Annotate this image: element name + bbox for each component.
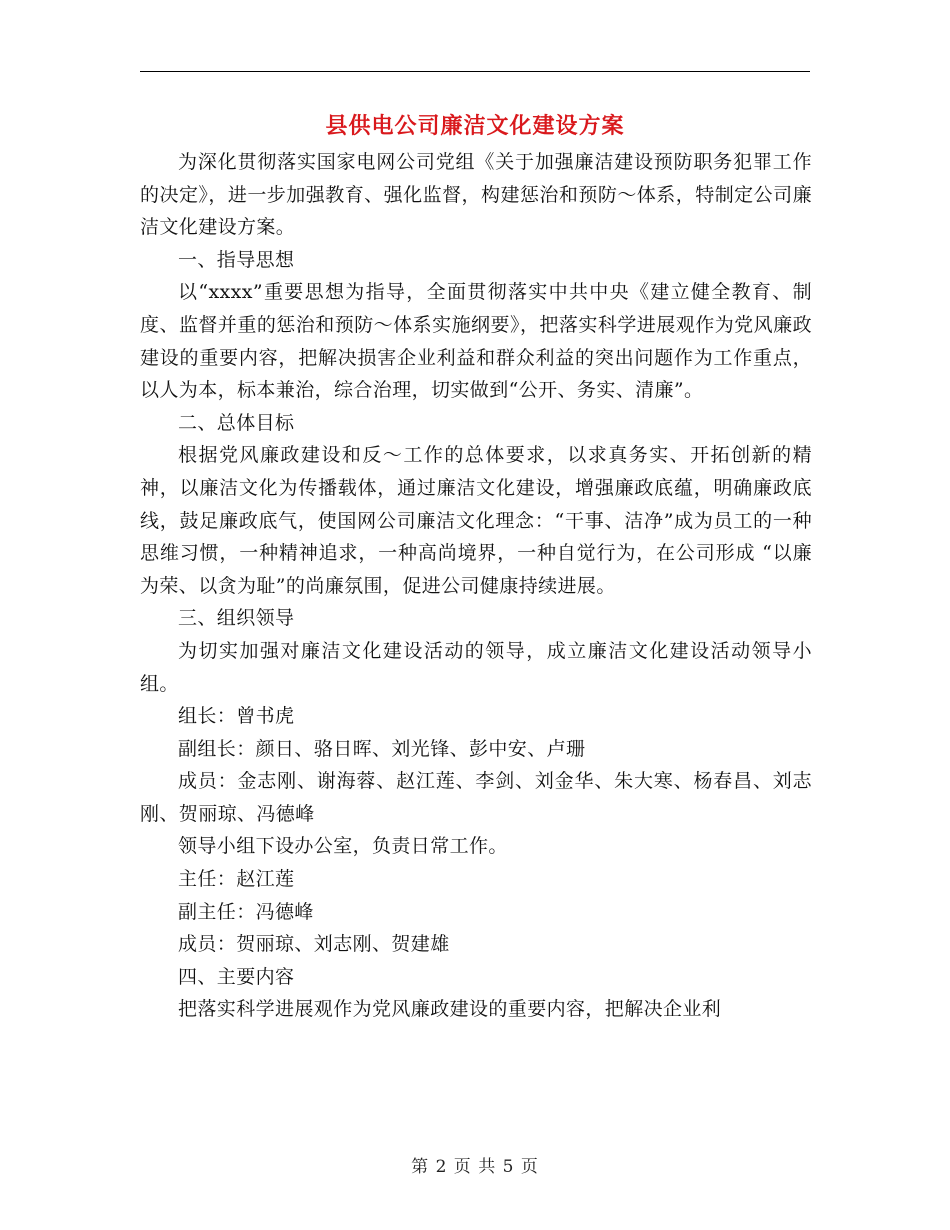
section-heading-organization: 三、组织领导 bbox=[178, 607, 295, 630]
deputy-leaders-line: 副组长：颜日、骆日晖、刘光锋、彭中安、卢珊 bbox=[178, 737, 586, 760]
group-members-line: 成员：金志刚、谢海蓉、赵江莲、李剑、刘金华、朱大寒、杨春昌、刘志刚、贺丽琼、冯德峰 bbox=[140, 770, 812, 825]
guiding-ideology-paragraph: 以“xxxx”重要思想为指导，全面贯彻落实中共中央《建立健全教育、制度、监督并重的惩治和预防～体系实施纲要》，把落实科学进展观作为党风廉政建设的重要内容，把解决损害企业利益和群众利益的突出问题作为工作重点，以人为本，标本兼治，综合治理，切实做到“公开、务实、清廉”。 bbox=[140, 281, 812, 402]
main-content-paragraph: 把落实科学进展观作为党风廉政建设的重要内容，把解决企业利 bbox=[178, 998, 722, 1021]
section-heading-guiding-ideology: 一、指导思想 bbox=[178, 248, 295, 271]
section-heading-overall-goal: 二、总体目标 bbox=[178, 411, 295, 434]
office-director-line: 主任：赵江莲 bbox=[178, 868, 295, 891]
page-number: 第 2 页 共 5 页 bbox=[411, 1157, 539, 1177]
office-deputy-director-line: 副主任：冯德峰 bbox=[178, 900, 314, 923]
document-title: 县供电公司廉洁文化建设方案 bbox=[325, 113, 625, 139]
group-leader-line: 组长：曾书虎 bbox=[178, 705, 295, 728]
organization-paragraph: 为切实加强对廉洁文化建设活动的领导，成立廉洁文化建设活动领导小组。 bbox=[140, 639, 812, 695]
header-rule bbox=[140, 71, 810, 72]
office-setup-line: 领导小组下设办公室，负责日常工作。 bbox=[178, 835, 508, 858]
overall-goal-paragraph: 根据党风廉政建设和反～工作的总体要求，以求真务实、开拓创新的精神，以廉洁文化为传播载体，通过廉洁文化建设，增强廉政底蕴，明确廉政底线，鼓足廉政底气，使国网公司廉洁文化理念：“干事、洁净”成为员工的一种思维习惯，一种精神追求，一种高尚境界，一种自觉行为，在公司形成 “以廉为荣、以贪为耻”的尚廉氛围，促进公司健康持续进展。 bbox=[140, 444, 812, 597]
intro-paragraph: 为深化贯彻落实国家电网公司党组《关于加强廉洁建设预防职务犯罪工作的决定》，进一步加强教育、强化监督，构建惩治和预防～体系，特制定公司廉洁文化建设方案。 bbox=[140, 151, 812, 239]
section-heading-main-content: 四、主要内容 bbox=[178, 965, 295, 988]
office-members-line: 成员：贺丽琼、刘志刚、贺建雄 bbox=[178, 933, 450, 956]
document-body bbox=[140, 146, 812, 1026]
